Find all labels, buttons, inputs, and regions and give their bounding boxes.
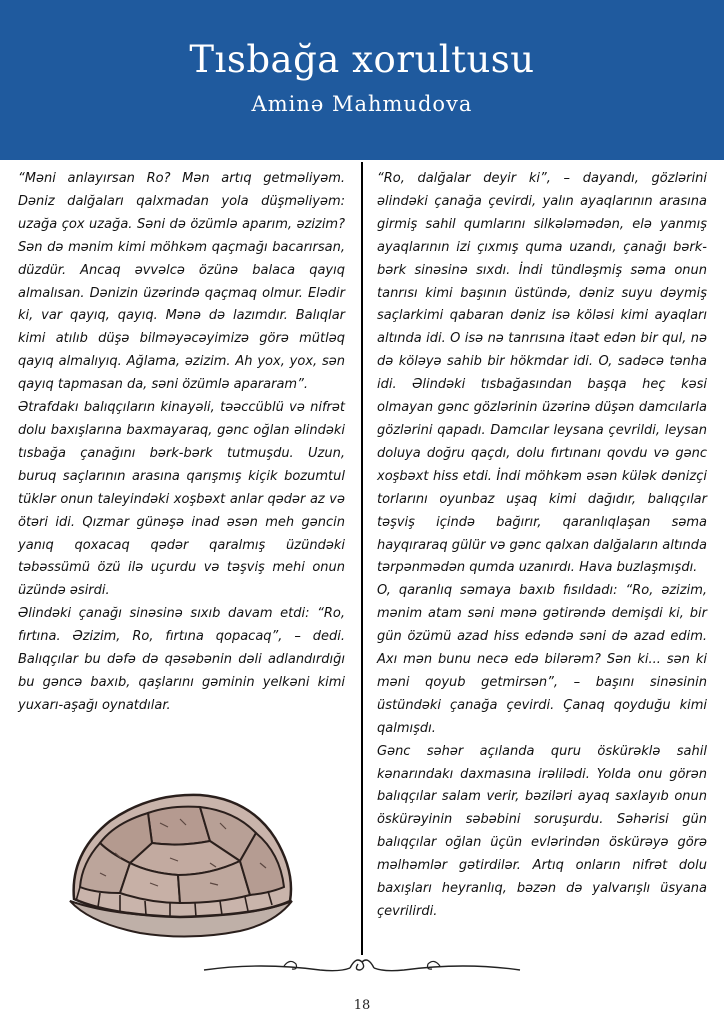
story-title: Tısbağa xorultusu: [189, 38, 535, 81]
paragraph: Əlindəki çanağı sinəsinə sıxıb davam etdi: “Ro, fırtına. Əzizim, Ro, fırtına qopacaq”, – dedi. Balıqçılar bu dəfə də qəsəbənin dəli adlandırdığı bu gəncə baxıb, qaşlarını gəminin yelkəni kimi yuxarı-aşağı oynatdılar.: [18, 606, 345, 713]
paragraph: “Ro, dalğalar deyir ki”, – dayandı, gözlərini əlindəki çanağa çevirdi, yalın ayaqlarının arasına girmiş sahil qumlarını silkələmədən, elə yanmış ayaqlarının izi çıxmış quma uzandı, çanağı bərk-bərk sinəsinə sıxdı. İndi tündləşmiş səma onun tanrısı kimi başının üstündə, dəniz suyu dəymiş saçlarkimi qabaran dəniz isə köləsi kimi ayaqları altında idi. O isə nə tanrısına itaət edən bir qul, nə də köləyə sahib bir hökmdar idi. O, sadəcə tənha idi. Əlindəki tısbağasından başqa heç kəsi olmayan gənc gözlərinin üzərinə düşən damcılarla gözlərini qapadı. Damcılar leysana çevrildi, leysan doluya doğru qaçdı, dolu fırtınanı qovdu və gənc xoşbəxt hiss etdi. İndi möhkəm əsən külək dənizçi torlarını oyunbaz uşaq kimi dağıdır, balıqçılar təşviş içində bağırır, qaranlıqlaşan səma hayqıraraq gülür və gənc qalxan dalğaların altında tərpənmədən qumda uzanırdı. Hava buzlaşmışdı.: [377, 171, 707, 576]
paragraph: O, qaranlıq səmaya baxıb fısıldadı: “Ro, əzizim, mənim atam səni mənə gətirəndə demişdi ki, bir gün özümü azad hiss edəndə səni də azad edim. Axı mən bunu necə edə bilərəm? Sən ki... sən ki məni qoyub getmirsən”, – başını sinəsinin üstündəki çanağa çevirdi. Çanaq qoyduğu kimi qalmışdı.: [377, 583, 707, 736]
right-column: [377, 168, 707, 924]
turtle-shell-icon: [60, 783, 300, 943]
author-name: Aminə Mahmudova: [251, 92, 473, 116]
header-banner: [0, 0, 724, 160]
paragraph: Ətrafdakı balıqçıların kinayəli, təəccüblü və nifrət dolu baxışlarına baxmayaraq, gənc oğlan əlindəki tısbağa çanağını bərk-bərk tutmuşdu. Uzun, buruq saçlarının arasına qarışmış kiçik bozumtul tüklər onun taleyindəki xoşbəxt anlar qədər az və ötəri idi. Qızmar günəşə inad əsən meh gəncin yanıq qoxacaq qədər qaralmış üzündəki təbəssümü özü ilə uçurdu və təşviş mehi onun üzündə əsirdi.: [18, 400, 345, 599]
swirl-ornament-icon: [200, 952, 524, 982]
page-number: 18: [353, 998, 371, 1013]
column-divider: [361, 162, 363, 955]
paragraph: Gənc səhər açılanda quru öskürəklə sahil kənarındakı daxmasına irəlilədi. Yolda onu görən balıqçılar salam verir, bəziləri ayaq saxlayıb onun öskürəyinin səbəbini soruşurdu. Səhərisi gün balıqçılar oğlan üçün evlərindən öskürəyə görə məlhəmlər gətirdilər. Artıq onların nifrət dolu baxışları heyranlıq, bəzən də yalvarışlı üsyana çevrilirdi.: [377, 743, 707, 919]
left-column: [18, 168, 345, 718]
paragraph: “Məni anlayırsan Ro? Mən artıq getməliyəm. Dəniz dalğaları qalxmadan yola düşməliyəm: uzağa çox uzağa. Səni də özümlə aparım, əzizim? Sən də mənim kimi möhkəm qaçmağı bacarırsan, düzdür. Ancaq əvvəlcə özünə balaca qayıq almalısan. Dənizin üzərində qaçmaq olmur. Elədir ki, var qayıq, qayıq. Mənə də lazımdır. Balıqlar kimi atılıb düşə bilməyəcəyimizə görə mütləq qayıq almalıyıq. Ağlama, əzizim. Ah yox, yox, sən qayıq tapmasan da, səni özümlə apararam”.: [18, 171, 345, 393]
